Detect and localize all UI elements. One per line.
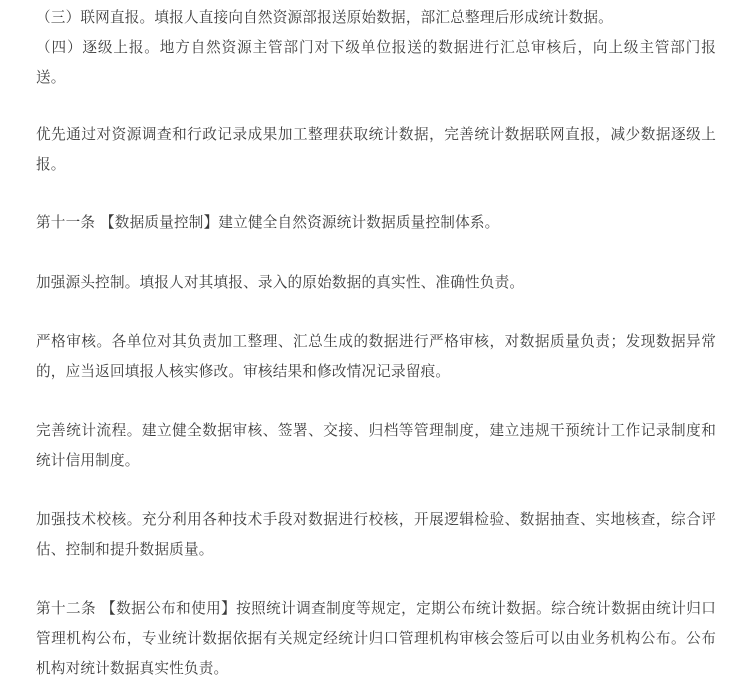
paragraph-strict-review: 严格审核。各单位对其负责加工整理、汇总生成的数据进行严格审核，对数据质量负责；发现数据异常的，应当返回填报人核实修改。审核结果和修改情况记录留痕。 bbox=[36, 333, 716, 380]
paragraph-source-control: 加强源头控制。填报人对其填报、录入的原始数据的真实性、准确性负责。 bbox=[36, 274, 525, 291]
paragraph-technical-check: 加强技术校核。充分利用各种技术手段对数据进行校核，开展逻辑检验、数据抽查、实地核查，综合评估、控制和提升数据质量。 bbox=[36, 511, 716, 558]
paragraph-article-12: 第十二条 【数据公布和使用】按照统计调查制度等规定，定期公布统计数据。综合统计数据由统计归口管理机构公布，专业统计数据依据有关规定经统计归口管理机构审核会签后可以由业务机构公布。公布机构对统计数据真实性负责。 bbox=[36, 600, 716, 677]
paragraph-statistics-process: 完善统计流程。建立健全数据审核、签署、交接、归档等管理制度，建立违规干预统计工作记录制度和统计信用制度。 bbox=[36, 422, 716, 469]
paragraph-online-direct-report: （三）联网直报。填报人直接向自然资源部报送原始数据，部汇总整理后形成统计数据。 bbox=[36, 9, 613, 26]
paragraph-level-by-level-report: （四）逐级上报。地方自然资源主管部门对下级单位报送的数据进行汇总审核后，向上级主管部门报送。 bbox=[36, 39, 716, 86]
paragraph-priority-data-acquisition: 优先通过对资源调查和行政记录成果加工整理获取统计数据，完善统计数据联网直报，减少数据逐级上报。 bbox=[36, 126, 716, 173]
paragraph-article-11: 第十一条 【数据质量控制】建立健全自然资源统计数据质量控制体系。 bbox=[36, 214, 500, 231]
